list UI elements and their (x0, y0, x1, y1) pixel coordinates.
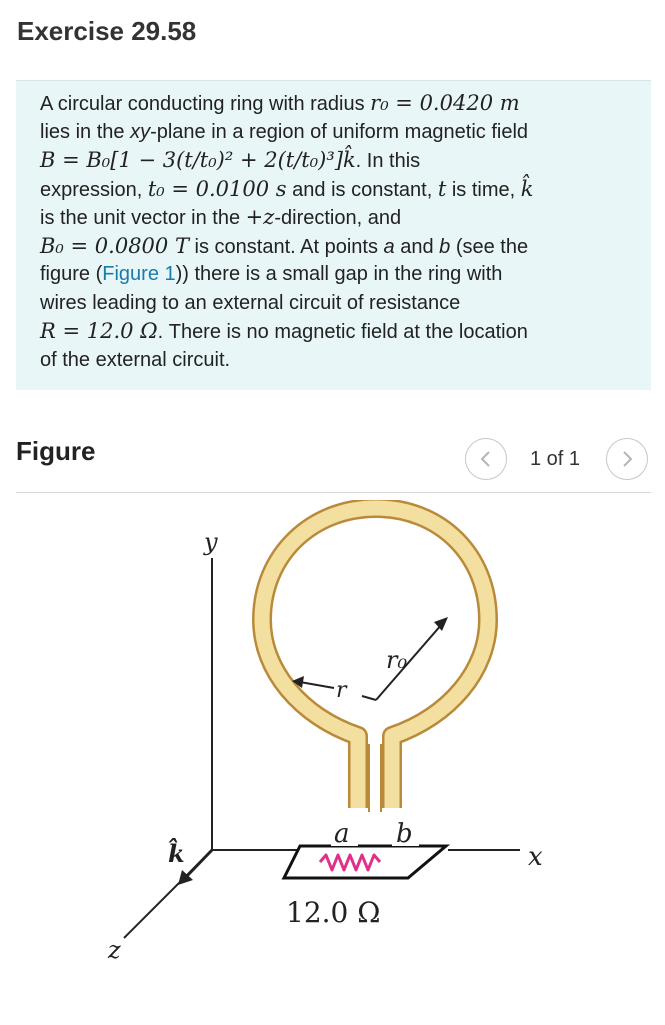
problem-statement (16, 80, 651, 390)
problem-line-9: R = 12.0 Ω. There is no magnetic field at the location (40, 319, 528, 343)
b0-value: B₀ = 0.0800 T (40, 233, 189, 258)
problem-line-6: B₀ = 0.0800 T is constant. At points a and b (see the (40, 233, 529, 258)
figure-pager: 1 of 1 (530, 448, 581, 470)
r-arrow-left (300, 682, 334, 688)
label-b: b (396, 819, 413, 849)
r0-arrowhead (434, 617, 448, 631)
radius-value: r₀ = 0.0420 m (370, 91, 520, 115)
z-axis-label: z (108, 936, 121, 964)
problem-line-8: wires leading to an external circuit of resistance (40, 291, 461, 314)
chevron-right-icon (620, 450, 634, 468)
next-figure-button[interactable] (606, 438, 648, 480)
x-axis-label: x (528, 842, 543, 872)
problem-line-10: of the external circuit. (40, 348, 231, 371)
page-title: Exercise 29.58 (17, 16, 197, 46)
field-equation: B = B₀[1 − 3(t/t₀)² + 2(t/t₀)³]k̂ (40, 148, 356, 172)
problem-line-4: expression, t₀ = 0.0100 s and is constant, t is time, k̂ (40, 176, 534, 201)
y-axis-label: y (204, 528, 218, 556)
problem-line-5: is the unit vector in the +z-direction, and (40, 205, 402, 229)
prev-figure-button[interactable] (465, 438, 507, 480)
figure-title: Figure (16, 436, 96, 466)
ring-diagram (0, 500, 665, 1020)
problem-line-3: B = B₀[1 − 3(t/t₀)² + 2(t/t₀)³]k̂. In this (40, 148, 421, 172)
r-label: r (336, 678, 347, 703)
problem-line-7: figure (Figure 1)) there is a small gap in the ring with (40, 263, 503, 285)
r-arrow (362, 696, 376, 700)
problem-line-2: lies in the xy-plane in a region of uniform magnetic field (40, 120, 529, 143)
label-a: a (334, 819, 350, 849)
figure-header (16, 430, 651, 493)
r0-label: r₀ (386, 646, 408, 674)
t0-value: t₀ = 0.0100 s (147, 176, 287, 201)
k-hat-label: k̂ (168, 839, 185, 868)
figure-link[interactable]: Figure 1 (102, 263, 176, 285)
problem-line-1: A circular conducting ring with radius r₀ = 0.0420 m (40, 91, 520, 115)
resistance-label: 12.0 Ω (286, 896, 381, 929)
ring-diagram-svg (0, 500, 665, 1020)
k-hat-arrow (186, 850, 212, 877)
resistance-value: R = 12.0 Ω (40, 319, 158, 343)
chevron-left-icon (479, 450, 493, 468)
